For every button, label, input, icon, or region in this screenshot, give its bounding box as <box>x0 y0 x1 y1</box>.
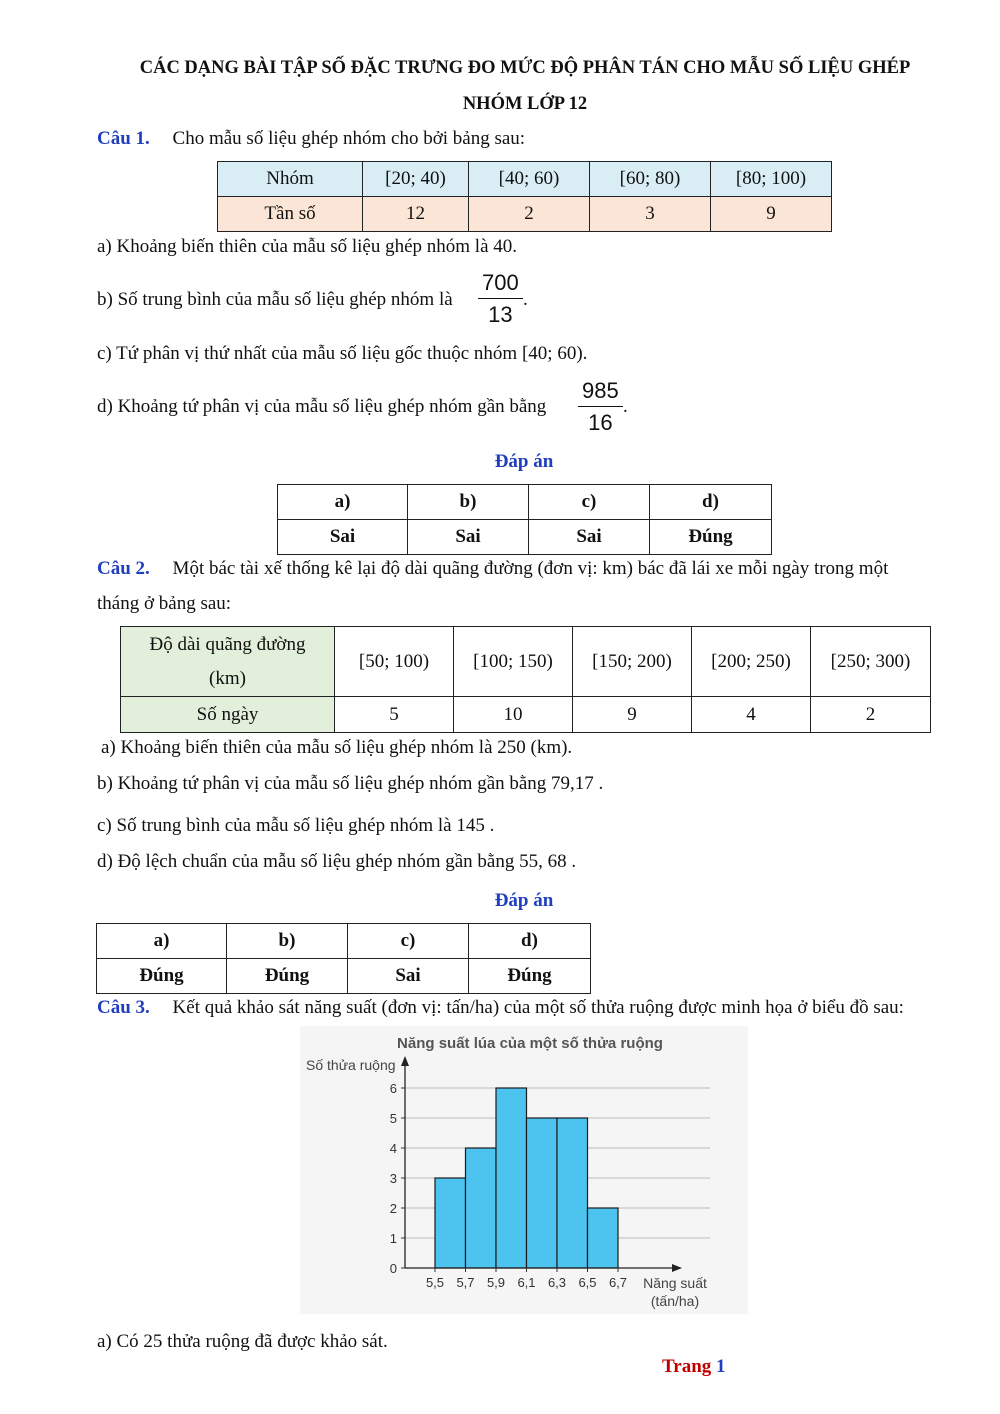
q2-table-head-days: Số ngày <box>121 697 335 733</box>
q1-answer: Sai <box>278 520 408 555</box>
q2-answer-head: b) <box>227 924 348 959</box>
chart-bar <box>466 1148 497 1268</box>
q2-statement-c: c) Số trung bình của mẫu số liệu ghép nhóm là 145 . <box>97 815 495 836</box>
q1-answer-row <box>278 520 772 555</box>
q1-answer-head: d) <box>650 485 772 520</box>
q2-table <box>120 626 931 733</box>
chart-x-tick-label: 5,5 <box>425 1275 445 1290</box>
q2-table-group: [150; 200) <box>573 627 692 697</box>
q1-fraction-d <box>578 376 623 439</box>
q1-table-group: [40; 60) <box>469 162 590 197</box>
q1-table-group: [80; 100) <box>711 162 832 197</box>
q3-header <box>97 997 904 1019</box>
q2-table-freq: 10 <box>454 697 573 733</box>
q1-fraction-b-num: 700 <box>478 268 523 299</box>
chart-x-tick-label: 6,1 <box>517 1275 536 1290</box>
chart-x-tick-label: 6,7 <box>608 1275 628 1290</box>
q2-prompt-line1: Một bác tài xế thống kê lại độ dài quãng đường (đơn vị: km) bác đã lái xe mỗi ngày trong một <box>172 558 889 579</box>
q1-fraction-b <box>478 268 523 331</box>
q1-table-freq: 3 <box>590 197 711 232</box>
q1-table <box>217 161 832 232</box>
q2-table-freq-row <box>121 697 931 733</box>
chart-bar <box>557 1118 588 1268</box>
yield-histogram <box>300 1026 748 1314</box>
q1-answer-head-row <box>278 485 772 520</box>
q1-table-freq-row <box>218 197 832 232</box>
q2-table-head-distance <box>121 627 335 697</box>
q1-answer-table <box>277 484 772 555</box>
q3-statement-a: a) Có 25 thửa ruộng đã được khảo sát. <box>97 1331 388 1352</box>
q1-table-head-freq: Tần số <box>218 197 363 232</box>
chart-x-tick-label: 6,3 <box>547 1275 567 1290</box>
q1-label: Câu 1. <box>97 128 150 149</box>
chart-bar <box>588 1208 619 1268</box>
q1-table-head-group: Nhóm <box>218 162 363 197</box>
q1-d-dot: . <box>623 396 628 417</box>
q2-statement-d: d) Độ lệch chuẩn của mẫu số liệu ghép nhóm gần bằng 55, 68 . <box>97 851 577 872</box>
q1-table-freq: 9 <box>711 197 832 232</box>
q1-answer-head: a) <box>278 485 408 520</box>
chart-title: Năng suất lúa của một số thửa ruộng <box>397 1035 663 1052</box>
page-number: 1 <box>716 1356 726 1377</box>
q1-answer: Sai <box>529 520 650 555</box>
q2-answer-title: Đáp án <box>494 890 554 911</box>
chart-bar <box>435 1178 466 1268</box>
q3-prompt: Kết quả khảo sát năng suất (đơn vị: tấn/ha) của một số thửa ruộng được minh họa ở biểu đồ sau: <box>172 997 904 1018</box>
chart-y-tick-label: 6 <box>389 1081 397 1096</box>
q2-answer: Đúng <box>97 959 227 994</box>
q2-header <box>97 558 888 580</box>
q2-answer-head: a) <box>97 924 227 959</box>
chart-x-tick-label: 5,7 <box>456 1275 475 1290</box>
q1-statement-d: d) Khoảng tứ phân vị của mẫu số liệu ghép nhóm gần bằng <box>97 396 547 417</box>
q2-table-freq: 2 <box>811 697 931 733</box>
q1-table-freq: 2 <box>469 197 590 232</box>
q2-table-group: [250; 300) <box>811 627 931 697</box>
chart-x-tick-label: 6,5 <box>578 1275 597 1290</box>
q1-statement-a: a) Khoảng biến thiên của mẫu số liệu ghép nhóm là 40. <box>97 236 518 257</box>
q1-table-group-row <box>218 162 832 197</box>
q1-prompt: Cho mẫu số liệu ghép nhóm cho bởi bảng sau: <box>172 128 526 149</box>
q1-statement-b: b) Số trung bình của mẫu số liệu ghép nhóm là <box>97 289 453 310</box>
chart-y-label: Số thửa ruộng <box>306 1057 396 1073</box>
q1-table-group: [60; 80) <box>590 162 711 197</box>
chart-y-tick-label: 4 <box>389 1141 397 1156</box>
chart-bar <box>496 1088 527 1268</box>
chart-x-tick-label: 5,9 <box>486 1275 506 1290</box>
chart-x-label-line2: (tấn/ha) <box>650 1293 700 1309</box>
q1-answer-title: Đáp án <box>494 451 554 472</box>
q2-table-group-row <box>121 627 931 697</box>
q3-label: Câu 3. <box>97 997 150 1018</box>
q1-answer: Đúng <box>650 520 772 555</box>
q2-answer: Đúng <box>227 959 348 994</box>
chart-y-tick-label: 1 <box>389 1231 397 1246</box>
q1-answer-head: b) <box>408 485 529 520</box>
q2-table-freq: 9 <box>573 697 692 733</box>
q1-statement-c: c) Tứ phân vị thứ nhất của mẫu số liệu gốc thuộc nhóm [40; 60). <box>97 343 588 364</box>
q1-answer: Sai <box>408 520 529 555</box>
q2-table-freq: 5 <box>335 697 454 733</box>
q2-answer-table <box>96 923 591 994</box>
page-footer-word: Trang <box>662 1356 712 1377</box>
chart-y-tick-label: 0 <box>389 1261 397 1276</box>
q1-answer-head: c) <box>529 485 650 520</box>
q2-table-head-distance-line1: Độ dài quãng đường <box>149 633 306 655</box>
q1-fraction-b-den: 13 <box>488 302 513 327</box>
q2-statement-b: b) Khoảng tứ phân vị của mẫu số liệu ghép nhóm gần bằng 79,17 . <box>97 773 604 794</box>
q2-table-freq: 4 <box>692 697 811 733</box>
chart-y-tick-label: 3 <box>389 1171 397 1186</box>
chart-x-label-line1: Năng suất <box>643 1275 707 1291</box>
chart-y-tick-label: 2 <box>389 1201 397 1216</box>
q2-table-group: [50; 100) <box>335 627 454 697</box>
q2-table-head-distance-line2: (km) <box>209 667 246 689</box>
doc-title-line1: CÁC DẠNG BÀI TẬP SỐ ĐẶC TRƯNG ĐO MỨC ĐỘ PHÂN TÁN CHO MẪU SỐ LIỆU GHÉP <box>139 58 911 78</box>
q2-label: Câu 2. <box>97 558 150 579</box>
q2-prompt-line2: tháng ở bảng sau: <box>97 593 232 614</box>
q2-answer-row <box>97 959 591 994</box>
q1-table-freq: 12 <box>363 197 469 232</box>
q2-answer-head-row <box>97 924 591 959</box>
q1-header <box>97 128 525 150</box>
q2-table-group: [100; 150) <box>454 627 573 697</box>
q2-answer: Đúng <box>469 959 591 994</box>
page-footer <box>662 1356 726 1378</box>
q2-table-group: [200; 250) <box>692 627 811 697</box>
chart-bar <box>527 1118 558 1268</box>
chart-y-tick-label: 5 <box>389 1111 397 1126</box>
q1-fraction-d-den: 16 <box>588 410 613 435</box>
q1-b-dot: . <box>523 289 528 310</box>
q2-answer-head: d) <box>469 924 591 959</box>
q2-statement-a: a) Khoảng biến thiên của mẫu số liệu ghép nhóm là 250 (km). <box>101 737 573 758</box>
q1-table-group: [20; 40) <box>363 162 469 197</box>
q1-fraction-d-num: 985 <box>578 376 623 407</box>
q2-answer-head: c) <box>348 924 469 959</box>
doc-title-line2: NHÓM LỚP 12 <box>462 94 588 114</box>
q2-answer: Sai <box>348 959 469 994</box>
